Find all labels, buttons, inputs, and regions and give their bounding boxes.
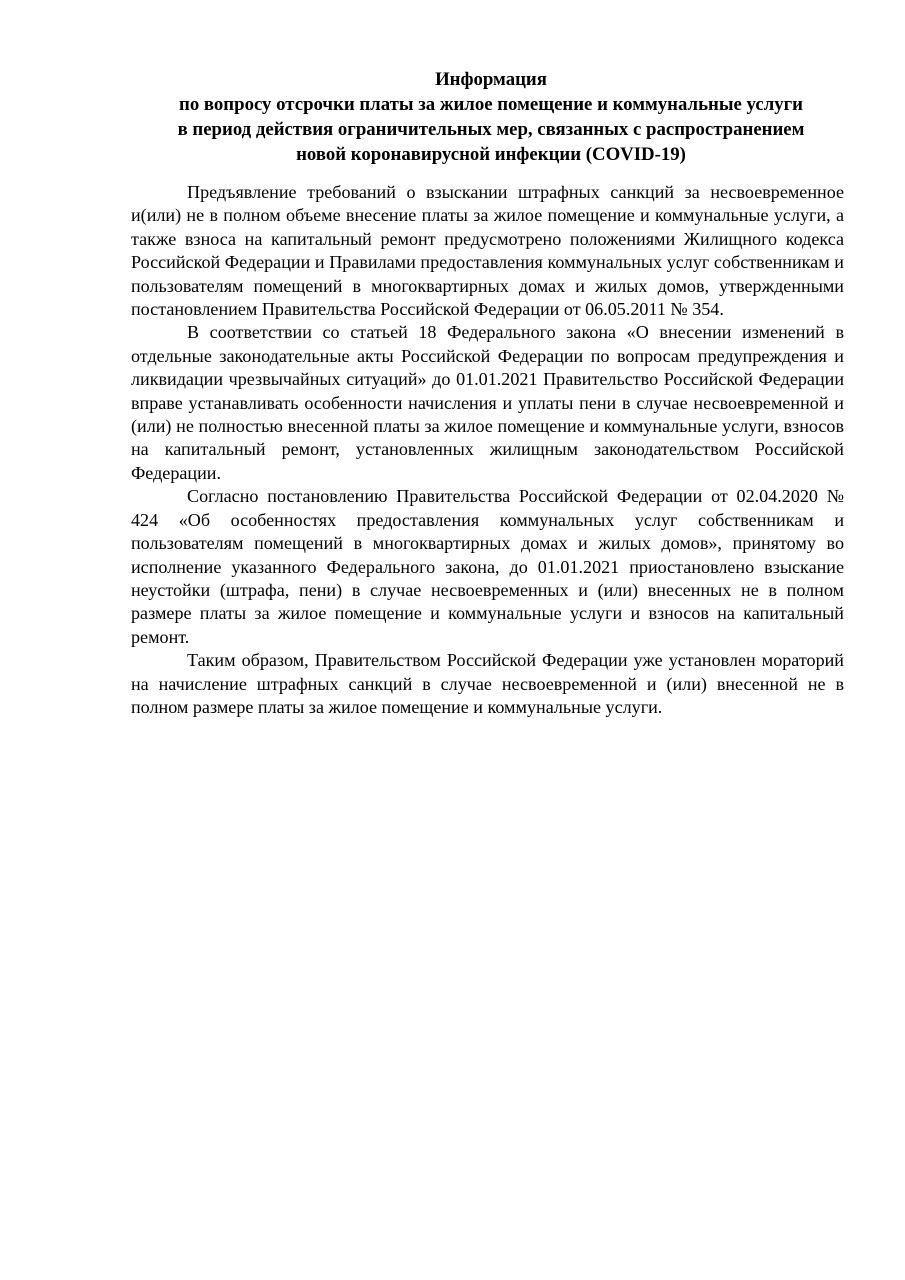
- title-line-2: по вопросу отсрочки платы за жилое помещение и коммунальные услуги: [179, 94, 803, 115]
- paragraph-conclusion: Таким образом, Правительством Российской Федерации уже установлен мораторий на начисление штрафных санкций в случае несвоевременной и (или) внесенной не в полном размере платы за жилое помещение и коммунальные услуги.: [131, 650, 844, 717]
- document-body: [131, 181, 844, 719]
- document-title: [130, 67, 852, 167]
- title-line-4: новой коронавирусной инфекции (COVID-19): [296, 144, 686, 165]
- title-line-1: Информация: [435, 69, 547, 90]
- paragraph-federal-law: В соответствии со статьей 18 Федерального закона «О внесении изменений в отдельные законодательные акты Российской Федерации по вопросам предупреждения и ликвидации чрезвычайных ситуаций» до 01.01.2021 Правительство Российской Федерации вправе устанавливать особенности начисления и уплаты пени в случае несвоевременной и (или) не полностью внесенной платы за жилое помещение и коммунальные услуги, взносов на капитальный ремонт, установленных жилищным законодательством Российской Федерации.: [131, 322, 844, 483]
- title-line-3: в период действия ограничительных мер, связанных с распространением: [177, 119, 805, 140]
- paragraph-claims-penalties: Предъявление требований о взыскании штрафных санкций за несвоевременное и(или) не в полном объеме внесение платы за жилое помещение и коммунальные услуги, а также взноса на капитальный ремонт предусмотрено положениями Жилищного кодекса Российской Федерации и Правилами предоставления коммунальных услуг собственникам и пользователям помещений в многоквартирных домах и жилых домов, утвержденными постановлением Правительства Российской Федерации от 06.05.2011 № 354.: [131, 182, 844, 320]
- paragraph-government-decree: Согласно постановлению Правительства Российской Федерации от 02.04.2020 № 424 «Об особенностях предоставления коммунальных услуг собственникам и пользователям помещений в многоквартирных домах и жилых домов», принятому во исполнение указанного Федерального закона, до 01.01.2021 приостановлено взыскание неустойки (штрафа, пени) в случае несвоевременных и (или) внесенных не в полном размере платы за жилое помещение и коммунальные услуги и взносов на капитальный ремонт.: [131, 486, 844, 647]
